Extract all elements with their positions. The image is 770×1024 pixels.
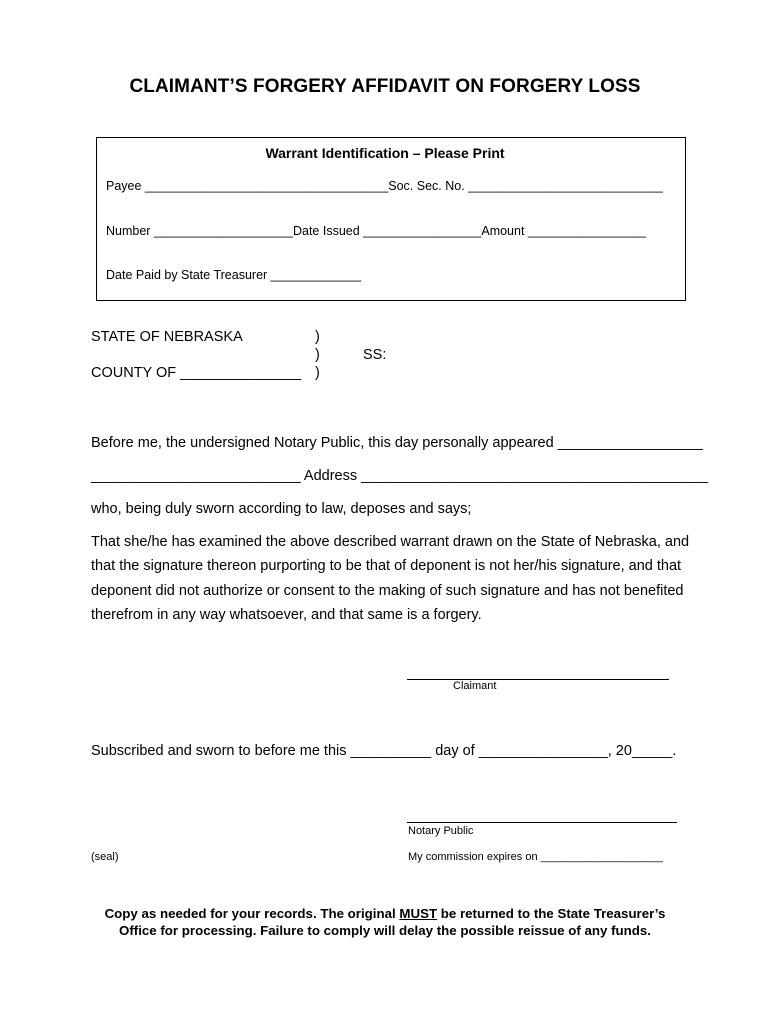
form-title: CLAIMANT’S FORGERY AFFIDAVIT ON FORGERY LOSS <box>129 76 641 97</box>
date-paid-field[interactable]: _____________ <box>270 268 362 282</box>
number-field[interactable]: ____________________ <box>153 224 293 238</box>
ssn-field[interactable]: ____________________________ <box>468 179 663 193</box>
address-field[interactable]: ___________________________________________ <box>361 468 708 484</box>
affidavit-line-3: deponent did not authorize or consent to the making of such signature and has not benefited <box>91 583 684 599</box>
address-label: Address <box>300 468 362 484</box>
ss-label: SS: <box>363 347 387 363</box>
date-paid-row <box>106 268 361 282</box>
name-field[interactable]: __________________________ <box>91 468 301 484</box>
footer-text-b: be returned to the State Treasurer’s <box>437 906 666 921</box>
footer-line-1 <box>0 905 770 922</box>
county-row <box>91 365 301 381</box>
payee-field[interactable]: ___________________________________ <box>144 179 389 193</box>
footer-line-2: Office for processing. Failure to comply will delay the possible reissue of any funds. <box>119 923 651 938</box>
sworn-line: who, being duly sworn according to law, deposes and says; <box>91 501 472 517</box>
county-label: COUNTY OF <box>91 365 181 381</box>
payee-label: Payee <box>106 179 145 193</box>
footer-must: MUST <box>399 906 438 921</box>
date-issued-field[interactable]: _________________ <box>363 224 482 238</box>
commission-field[interactable]: ____________________ <box>540 851 664 863</box>
notary-signature-line[interactable] <box>407 822 677 823</box>
warrant-box-heading: Warrant Identification – Please Print <box>265 145 505 161</box>
ssn-label: Soc. Sec. No. <box>388 179 469 193</box>
claimant-signature-line[interactable] <box>407 679 669 680</box>
amount-label: Amount <box>481 224 528 238</box>
seal-label: (seal) <box>91 851 119 863</box>
claimant-label: Claimant <box>453 680 497 692</box>
state-label: STATE OF NEBRASKA <box>91 329 243 345</box>
notary-public-label: Notary Public <box>408 825 474 837</box>
number-row <box>106 224 646 238</box>
venue-paren-2: ) <box>315 347 320 363</box>
amount-field[interactable]: _________________ <box>527 224 647 238</box>
commission-row <box>408 851 663 863</box>
date-issued-label: Date Issued <box>292 224 364 238</box>
affidavit-line-2: that the signature thereon purporting to be that of deponent is not her/his signature, and that <box>91 558 682 574</box>
address-line <box>91 468 708 484</box>
affidavit-line-4: therefrom in any way whatsoever, and that same is a forgery. <box>91 607 482 623</box>
appeared-line: Before me, the undersigned Notary Public, this day personally appeared __________________ <box>91 435 703 451</box>
date-paid-label: Date Paid by State Treasurer <box>106 268 271 282</box>
venue-paren-3: ) <box>315 365 320 381</box>
number-label: Number <box>106 224 154 238</box>
affidavit-line-1: That she/he has examined the above described warrant drawn on the State of Nebraska, and <box>91 534 690 550</box>
payee-row <box>106 179 663 193</box>
subscribed-line: Subscribed and sworn to before me this __________ day of ________________, 20_____. <box>91 743 677 759</box>
footer-text-a: Copy as needed for your records. The original <box>104 906 400 921</box>
county-field[interactable]: _______________ <box>180 365 302 381</box>
commission-label: My commission expires on <box>408 851 541 863</box>
venue-paren-1: ) <box>315 329 320 345</box>
